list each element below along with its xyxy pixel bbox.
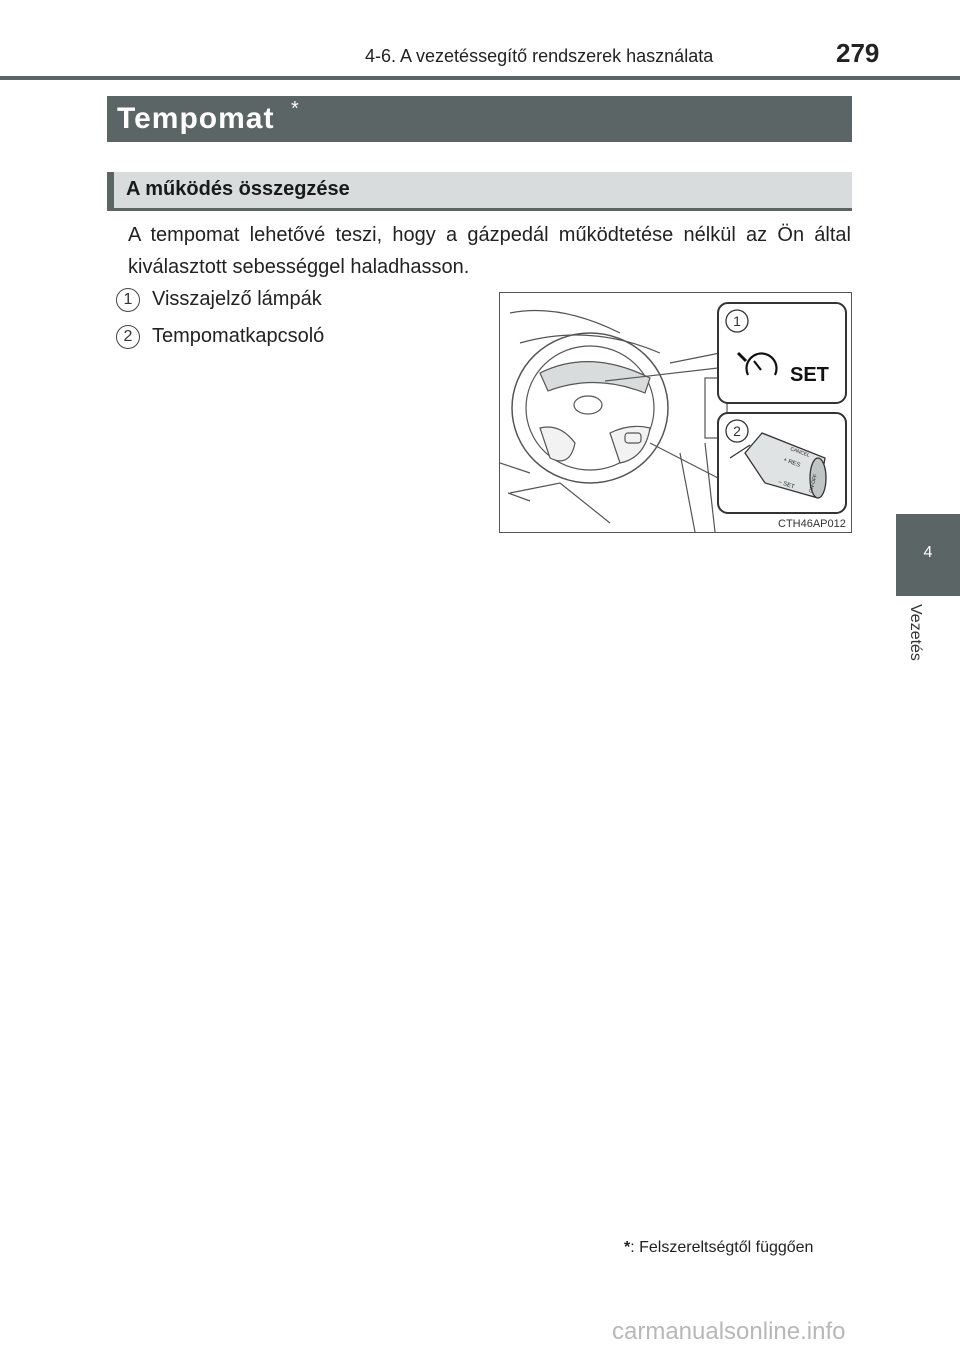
footnote-asterisk: * [624, 1239, 631, 1256]
set-indicator-text: SET [790, 364, 829, 386]
section-heading: A működés összegzése [126, 178, 350, 200]
callout-number: 1 [733, 313, 741, 329]
lever-label: + RES [782, 457, 801, 469]
chapter-tab-number: 4 [923, 544, 933, 561]
section-accent [107, 172, 114, 211]
item-label: Visszajelző lámpák [152, 288, 322, 310]
figure-code: CTH46AP012 [778, 518, 846, 530]
title-asterisk: * [291, 98, 299, 120]
item-number-badge: 1 [116, 288, 140, 312]
header-rule [0, 76, 960, 80]
page-number: 279 [836, 38, 880, 68]
title-bar [107, 96, 852, 142]
page-title: Tempomat [117, 102, 275, 135]
watermark: carmanualsonline.info [612, 1318, 846, 1345]
section-heading-bar [107, 172, 852, 211]
footnote [624, 1239, 813, 1257]
lever-label: ON-OFF [808, 473, 819, 494]
intro-paragraph: A tempomat lehetővé teszi, hogy a gázpedál működtetése nélkül az Ön által kiválasztott sebességgel haladhasson. [128, 224, 851, 278]
cruise-control-illustration [499, 292, 852, 533]
chapter-tab-label: Vezetés [907, 604, 924, 661]
item-number-badge: 2 [116, 325, 140, 349]
chapter-tab [896, 514, 960, 596]
callout-number: 2 [733, 423, 741, 439]
lever-label: CANCEL [789, 446, 811, 459]
item-label: Tempomatkapcsoló [152, 325, 325, 347]
footnote-text: : Felszereltségtől függően [630, 1239, 814, 1256]
dashboard-drawing [500, 293, 851, 532]
lever-label: – SET [777, 479, 796, 491]
chapter-header: 4-6. A vezetéssegítő rendszerek használata [365, 46, 714, 66]
